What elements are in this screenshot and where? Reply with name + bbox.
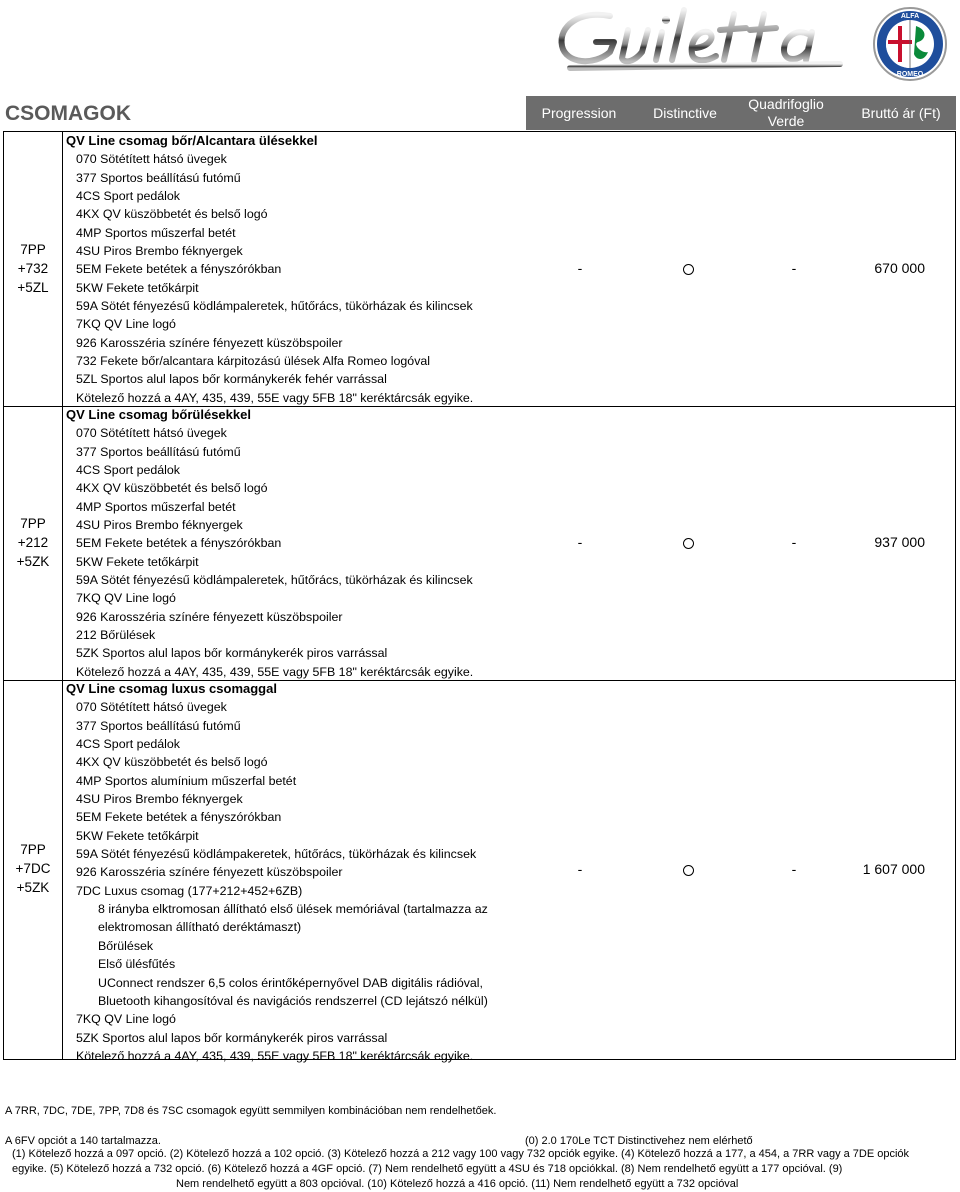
qv-value: - [791, 534, 797, 550]
list-subitem: elektromosan állítható deréktámaszt) [98, 920, 302, 935]
distinctive-value [658, 861, 718, 877]
list-item: 926 Karosszéria színére fényezett küszöbspoiler [76, 865, 343, 880]
package-title: QV Line csomag bőr/Alcantara ülésekkel [66, 133, 318, 148]
column-header-qv: Quadrifoglio Verde [748, 96, 824, 129]
package-title: QV Line csomag luxus csomaggal [66, 681, 277, 696]
packages-table [3, 131, 956, 1063]
circle-icon [683, 865, 694, 876]
price-value: 937 000 [874, 534, 925, 550]
svg-text:ROMEO: ROMEO [896, 71, 924, 78]
list-item: 4CS Sport pedálok [76, 737, 181, 752]
package-code: 7PP +732 +5ZL [17, 242, 49, 295]
list-subitem: Bőrülések [98, 938, 154, 953]
list-item: 4SU Piros Brembo féknyergek [76, 792, 243, 807]
list-item: 732 Fekete bőr/alcantara kárpitozású ülések Alfa Romeo logóval [76, 354, 431, 369]
giulietta-logo [550, 2, 862, 78]
list-item: 5EM Fekete betétek a fényszórókban [76, 536, 282, 551]
qv-value: - [791, 260, 797, 276]
list-item: 377 Sportos beállítású futómű [76, 444, 241, 459]
list-item: 926 Karosszéria színére fényezett küszöbspoiler [76, 335, 343, 350]
list-item: 7KQ QV Line logó [76, 317, 176, 332]
price-value: 1 607 000 [862, 861, 925, 877]
list-item: 5EM Fekete betétek a fényszórókban [76, 262, 282, 277]
table-header [526, 96, 956, 130]
list-item: 4SU Piros Brembo féknyergek [76, 244, 243, 259]
package-title: QV Line csomag bőrülésekkel [66, 407, 251, 422]
list-item: 4CS Sport pedálok [76, 463, 181, 478]
list-item: 7KQ QV Line logó [76, 591, 176, 606]
list-item: 7DC Luxus csomag (177+212+452+6ZB) [76, 883, 303, 898]
list-item: 5KW Fekete tetőkárpit [76, 828, 199, 843]
distinctive-value [658, 260, 718, 276]
package-description [66, 680, 488, 1065]
list-item: 4KX QV küszöbbetét és belső logó [76, 207, 268, 222]
list-item: Kötelező hozzá a 4AY, 435, 439, 55E vagy 5FB 18" keréktárcsák egyike. [76, 1048, 474, 1063]
footnote-line: (1) Kötelező hozzá a 097 opció. (2) Kötelező hozzá a 102 opció. (3) Kötelező hozzá a 212 vagy 100 vagy 732 opciók egyike. (4) Kötelező hozzá a 177, a 454, a 7RR vagy a 7DE opciók [12, 1148, 910, 1160]
list-item: 5KW Fekete tetőkárpit [76, 554, 199, 569]
list-item: 212 Bőrülések [76, 628, 156, 643]
progression-value: - [577, 534, 583, 550]
list-item: 4CS Sport pedálok [76, 189, 181, 204]
footnote-line: egyike. (5) Kötelező hozzá a 732 opció. (6) Kötelező hozzá a 4GF opció. (7) Nem rendelhető együtt a 4SU és 718 opciókkal. (8) Nem rendelhető együtt a 177 opcióval. (9) [12, 1163, 843, 1175]
alfa-romeo-badge [872, 6, 948, 82]
list-item: 5KW Fekete tetőkárpit [76, 280, 199, 295]
list-item: 377 Sportos beállítású futómű [76, 170, 241, 185]
list-item: 5ZK Sportos alul lapos bőr kormánykerék piros varrással [76, 646, 388, 661]
circle-icon [683, 264, 694, 275]
list-item: 5ZK Sportos alul lapos bőr kormánykerék piros varrással [76, 1030, 388, 1045]
distinctive-value [658, 534, 718, 550]
list-item: 59A Sötét fényezésű ködlámpaleretek, hűtőrács, tükörházak és kilincsek [76, 299, 473, 314]
package-code: 7PP +212 +5ZK [16, 516, 50, 569]
list-item: 4SU Piros Brembo féknyergek [76, 518, 243, 533]
list-item: 5EM Fekete betétek a fényszórókban [76, 810, 282, 825]
qv-value: - [791, 861, 797, 877]
list-item: 070 Sötétített hátsó üvegek [76, 700, 227, 715]
list-item: 070 Sötétített hátsó üvegek [76, 152, 227, 167]
list-item: 4KX QV küszöbbetét és belső logó [76, 481, 268, 496]
progression-value: - [577, 861, 583, 877]
list-item: Kötelező hozzá a 4AY, 435, 439, 55E vagy 5FB 18" keréktárcsák egyike. [76, 664, 474, 679]
list-item: Kötelező hozzá a 4AY, 435, 439, 55E vagy 5FB 18" keréktárcsák egyike. [76, 390, 474, 405]
column-header-progression: Progression [541, 104, 617, 121]
column-header-price: Bruttó ár (Ft) [861, 104, 941, 121]
list-item: 7KQ QV Line logó [76, 1012, 176, 1027]
section-title: CSOMAGOK [5, 102, 131, 125]
list-item: 926 Karosszéria színére fényezett küszöbspoiler [76, 609, 343, 624]
package-description [66, 132, 474, 407]
price-value: 670 000 [874, 260, 925, 276]
footnote-right: (0) 2.0 170Le TCT Distinctivehez nem elérhető [525, 1135, 753, 1147]
list-item: 5ZL Sportos alul lapos bőr kormánykerék fehér varrással [76, 372, 387, 387]
list-subitem: Első ülésfűtés [98, 957, 176, 972]
progression-value: - [577, 260, 583, 276]
list-item: 59A Sötét fényezésű ködlámpakeretek, hűtőrács, tükörházak és kilincsek [76, 847, 477, 862]
list-item: 377 Sportos beállítású futómű [76, 718, 241, 733]
list-subitem: UConnect rendszer 6,5 colos érintőképernyővel DAB digitális rádióval, [98, 975, 483, 990]
list-item: 070 Sötétített hátsó üvegek [76, 426, 227, 441]
list-item: 4MP Sportos műszerfal betét [76, 225, 236, 240]
list-item: 4KX QV küszöbbetét és belső logó [76, 755, 268, 770]
package-description [66, 406, 474, 681]
list-item: 59A Sötét fényezésű ködlámpaleretek, hűtőrács, tükörházak és kilincsek [76, 573, 473, 588]
list-subitem: 8 irányba elktromosan állítható első ülések memóriával (tartalmazza az [98, 902, 488, 917]
svg-text:ALFA: ALFA [900, 13, 920, 20]
list-item: 4MP Sportos alumínium műszerfal betét [76, 773, 297, 788]
package-code: 7PP +7DC +5ZK [15, 842, 51, 895]
column-header-distinctive: Distinctive [653, 104, 717, 121]
footnote-left: A 6FV opciót a 140 tartalmazza. [5, 1135, 161, 1147]
footnote-line: Nem rendelhető együtt a 803 opcióval. (10) Kötelező hozzá a 416 opció. (11) Nem rendelhető együtt a 732 opcióval [176, 1178, 739, 1190]
list-subitem: Bluetooth kihangosítóval és navigációs rendszerrel (CD lejátszó nélkül) [98, 993, 488, 1008]
circle-icon [683, 538, 694, 549]
footer-note: A 7RR, 7DC, 7DE, 7PP, 7D8 és 7SC csomagok együtt semmilyen kombinációban nem rendelhetőek. [5, 1105, 497, 1117]
list-item: 4MP Sportos műszerfal betét [76, 499, 236, 514]
